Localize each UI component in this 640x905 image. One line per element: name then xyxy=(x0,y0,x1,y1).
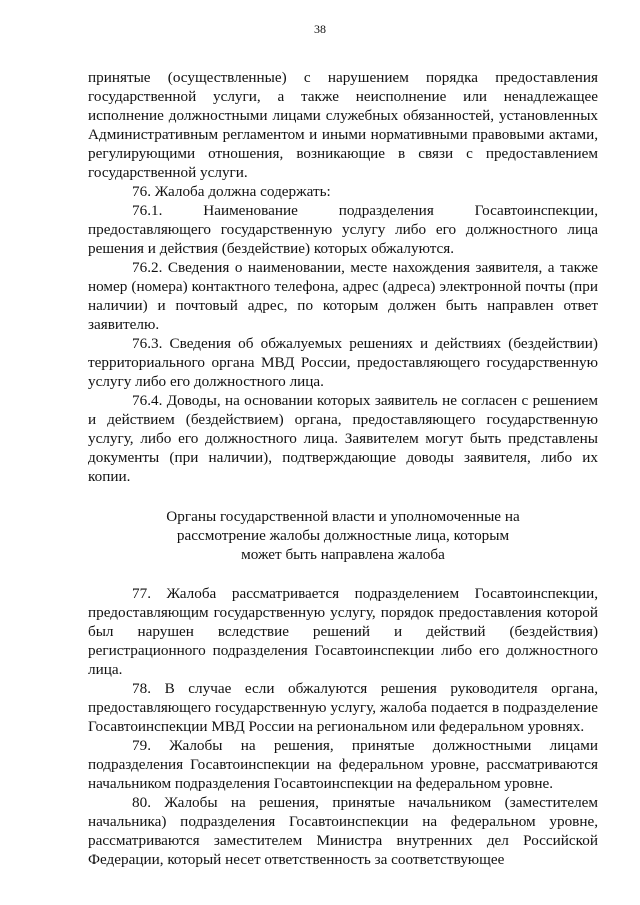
paragraph-79: 79. Жалобы на решения, принятые должностными лицами подразделения Госавтоинспекции на федеральном уровне, рассматриваются начальником подразделения Госавтоинспекции на федеральном уровне. xyxy=(88,737,598,792)
paragraph-80: 80. Жалобы на решения, принятые начальником (заместителем начальника) подразделения Госавтоинспекции на федеральном уровне, рассматриваются заместителем Министра внутренних дел Российской Федерации, который несет ответственность за соответствующее xyxy=(88,794,598,868)
paragraph-76: 76. Жалоба должна содержать: xyxy=(132,183,331,200)
paragraph-continuation: принятые (осуществленные) с нарушением порядка предоставления государственной услуги, а также неисполнение или ненадлежащее исполнение должностными лицами служебных обязанностей, установленных Административным регламентом и иными нормативными правовыми актами, регулирующими отношения, возникающие в связи с предоставлением государственной услуги. xyxy=(88,69,598,181)
paragraph-76-1: 76.1. Наименование подразделения Госавтоинспекции, предоставляющего государственную услугу либо его должностного лица решения и действия (бездействие) которых обжалуются. xyxy=(88,202,598,257)
paragraph-78: 78. В случае если обжалуются решения руководителя органа, предоставляющего государственную услугу, жалоба подается в подразделение Госавтоинспекции МВД России на региональном или федеральном уровнях. xyxy=(88,680,598,735)
section-heading-line-3: может быть направлена жалоба xyxy=(241,546,445,563)
paragraph-76-4: 76.4. Доводы, на основании которых заявитель не согласен с решением и действием (бездействием) органа, предоставляющего государственную услугу, либо его должностного лица. Заявителем могут быть представлены документы (при наличии), подтверждающие доводы заявителя, либо их копии. xyxy=(88,392,598,485)
section-heading-line-2: рассмотрение жалобы должностные лица, которым xyxy=(176,527,510,544)
paragraph-76-2: 76.2. Сведения о наименовании, месте нахождения заявителя, а также номер (номера) контактного телефона, адрес (адреса) электронной почты (при наличии) и почтовый адрес, по которым должен быть направлен ответ заявителю. xyxy=(88,259,598,333)
section-heading-line-1: Органы государственной власти и уполномоченные на xyxy=(166,508,520,525)
paragraph-77: 77. Жалоба рассматривается подразделением Госавтоинспекции, предоставляющим государственную услугу, порядок предоставления которой был нарушен вследствие решений и действий (бездействия) регистрационного подразделения Госавтоинспекции либо его должностного лица. xyxy=(88,585,598,678)
document-body xyxy=(88,68,598,869)
page-number: 38 xyxy=(314,22,326,36)
paragraph-76-3: 76.3. Сведения об обжалуемых решениях и действиях (бездействии) территориального органа МВД России, предоставляющего государственную услугу либо его должностного лица. xyxy=(88,335,598,390)
section-heading xyxy=(88,507,598,564)
